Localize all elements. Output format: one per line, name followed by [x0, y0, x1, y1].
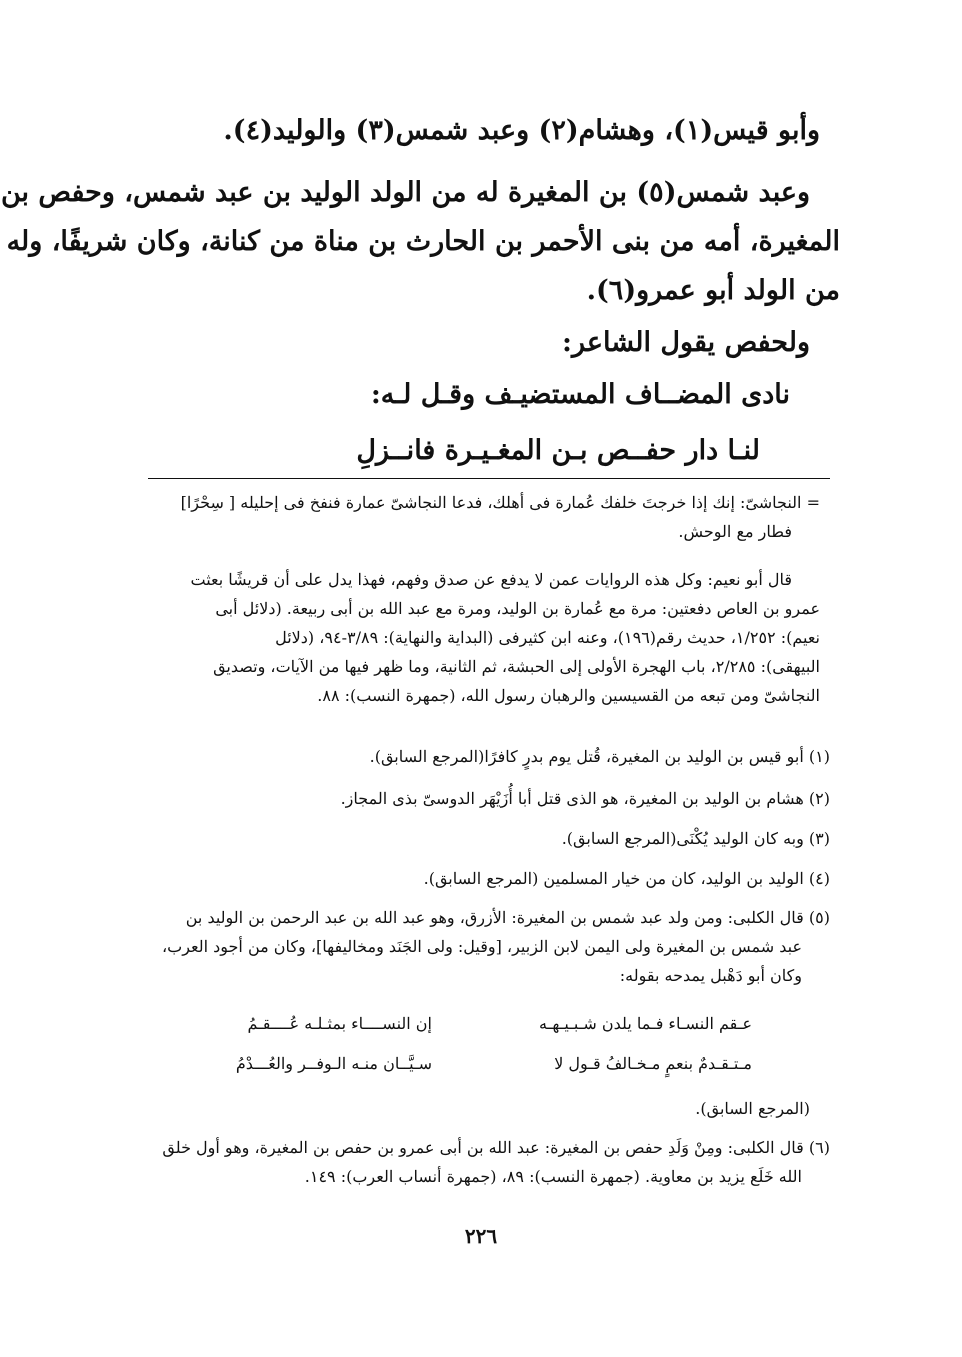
footnote-separator	[148, 478, 830, 479]
poet-intro: ولحفص يقول الشاعر:	[562, 327, 810, 358]
footnote-line: = النجاشىّ: إنك إذا خرجتَ خلفك عُمارة فى أهلك، فدعا النجاشىّ عمارة فنفخ فى إحليله [ سِحْرًا]	[180, 493, 820, 512]
page-number: ٢٢٦	[464, 1224, 498, 1248]
footnote-line: عبد شمس بن المغيرة ولى اليمن لابن الزبير، [وقيل: ولى الجَنَد ومخاليفها]، وكان من أجود العرب،	[161, 937, 802, 956]
footnote-5	[120, 903, 830, 990]
footnote-line: (٦) قال الكلبى: ومِنْ وَلَدِ حفص بن المغيرة: عبد الله بن أبى عمرو بن حفص بن المغيرة، وهو أول خلق	[162, 1138, 830, 1157]
footnote-line: البيهقى): ٢/٢٨٥، باب الهجرة الأولى إلى الحبشة، ثم الثانية، وما ظهر فيها من الآيات، وتصديق	[213, 657, 820, 676]
text-line: وعبد شمس(٥) بن المغيرة له من الولد الوليد بن عبد شمس، وحفص بن	[0, 177, 810, 208]
poem-hemistich-left: سـيَّــان منـه الـوفــر والعُـــدْمُ	[235, 1054, 432, 1073]
main-paragraph-1: وأبو قيس(١)، وهشام(٢) وعبد شمس(٣) والوليد(٤).	[223, 115, 820, 146]
footnote-line: قال أبو نعيم: وكل هذه الروايات عمن لا يدفع عن صدق وفهم، فهذا يدل على أن قريشًا بعثت	[190, 570, 792, 589]
footnote-3: (٣) وبه كان الوليد يُكْنَى(المرجع السابق).	[561, 829, 830, 848]
poem-hemistich-right: مـتـقـدمٌ بنعمٍ مـخـالفُ قـول لا	[554, 1054, 752, 1073]
footnote-line: وكان أبو دَهْبل يمدحه بقوله:	[619, 966, 802, 985]
footnote-1: (١) أبو قيس بن الوليد بن المغيرة، قُتل يوم بدرٍ كافرًا(المرجع السابق).	[369, 747, 830, 766]
text-line: المغيرة، أمه من بنى الأحمر بن الحارث بن مناة من كنانة، وكان شريفًا، وله	[6, 226, 840, 257]
poem-hemistich-right: عـقم النسـاء فـما يلدن شـبـيـهـه	[539, 1014, 752, 1033]
footnote-abu-nuaym	[120, 565, 820, 710]
footnote-continuation	[120, 488, 820, 546]
poem-reference: (المرجع السابق).	[695, 1099, 810, 1118]
footnote-2: (٢) هشام بن الوليد بن المغيرة، هو الذى قتل أبا أُزَيْهَر الدوسىّ بذى المجاز.	[340, 789, 830, 808]
text-line: من الولد أبو عمرو(٦).	[586, 275, 840, 306]
footnote-4: (٤) الوليد بن الوليد، كان من خيار المسلمين (المرجع السابق).	[423, 869, 830, 888]
footnote-line: (٥) قال الكلبى: ومن ولد عبد شمس بن المغيرة: الأزرق، وهو عبد الله بن عبد الرحمن بن الوليد بن	[185, 908, 830, 927]
footnote-line: النجاشىّ ومن تبعه من القسيسين والرهبان رسول الله، (جمهرة النسب): ٨٨.	[317, 686, 820, 705]
footnote-line: نعيم): ١/٢٥٢، حديث رقم(١٩٦)، وعنه ابن كثيرفى (البداية والنهاية): ٣/٨٩-٩٤، (دلائل	[275, 628, 820, 647]
footnote-6	[120, 1133, 830, 1191]
footnote-line: الله خَلَع يزيد بن معاوية. (جمهرة النسب): ٨٩، (جمهرة أنساب العرب): ١٤٩.	[304, 1167, 802, 1186]
poem-hemistich-left: إن النســــاء بمثـلـه عُــــقـمُ	[247, 1014, 432, 1033]
verse-line-2: لنـا دار حفــص بـن المغـيـرة فانــزلِ	[356, 435, 760, 466]
footnote-line: عمرو بن العاص دفعتين: مرة مع عُمارة بن الوليد، ومرة مع عبد الله بن أبى ربيعة. (دلائل أبى	[215, 599, 820, 618]
main-text	[120, 106, 820, 155]
verse-line-1: نادى المضــاف المستضيـف وقـل لـه:	[370, 379, 790, 410]
main-paragraph-2	[0, 168, 840, 315]
footnote-line: فطار مع الوحش.	[678, 522, 792, 541]
